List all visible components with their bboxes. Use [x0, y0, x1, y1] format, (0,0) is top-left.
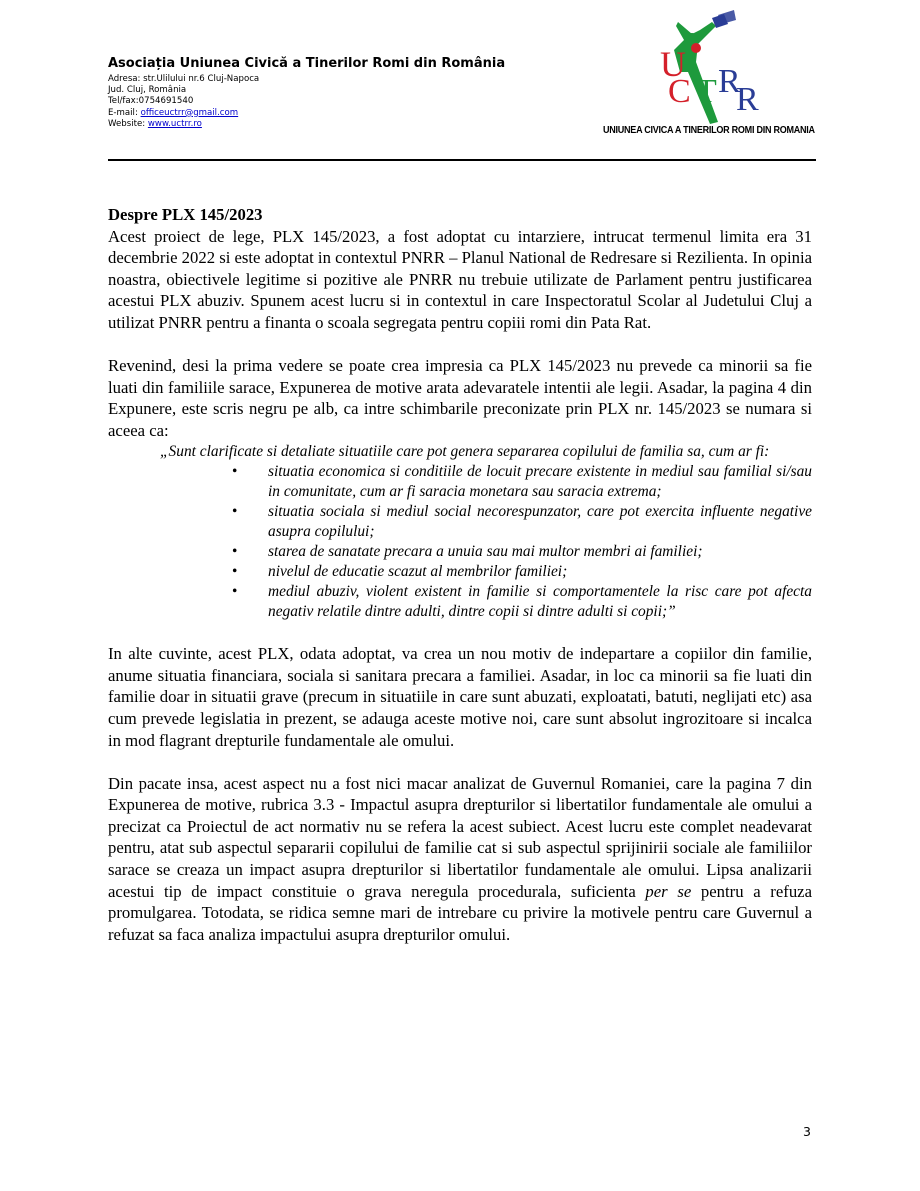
logo-letter-r1: R	[718, 63, 741, 100]
quote-intro: „Sunt clarificate si detaliate situatiile care pot genera separarea copilului de familia sa, cum ar fi:	[160, 442, 770, 460]
logo-letter-r2: R	[736, 81, 759, 118]
phone-line: Tel/fax:0754691540	[108, 96, 194, 107]
website-line	[108, 119, 505, 130]
website-link[interactable]: www.uctrr.ro	[147, 118, 202, 129]
paragraph-4-end: pentru a refuza promulgarea. Totodata, se ridica semne mari de intrebare cu privire la motivele pentru care Guvernul a refuzat sa faca analiza impactului asupra drepturilor omului.	[108, 881, 812, 944]
main-content	[108, 204, 812, 945]
logo-letter-t: T	[696, 73, 717, 110]
logo-letter-u: U	[660, 44, 686, 84]
email-label: E-mail:	[108, 107, 141, 118]
paragraph-1: Acest proiect de lege, PLX 145/2023, a fost adoptat cu intarziere, intrucat termenul limita era 31 decembrie 2022 si este adoptat in contextul PNRR – Planul National de Redresare si Rezilienta. In opinia noastra, obiectivele legitime si pozitive ale PNRR nu trebuie utilizate de Parlament pentru justificarea acestui PLX abuziv. Spunem acest lucru si in contextul in care Inspectoratul Scolar al Judetului Cluj a utilizat PNRR pentru a finanta o scoala segregata pentru copiii romi din Pata Rat.	[108, 226, 812, 332]
logo-caption: UNIUNEA CIVICA A TINERILOR ROMI DIN ROMANIA	[603, 124, 815, 136]
organization-name: Asociația Uniunea Civică a Tinerilor Romi din România	[108, 56, 506, 71]
spacer	[108, 334, 812, 356]
spacer	[108, 622, 812, 644]
section-heading: Despre PLX 145/2023	[108, 205, 263, 224]
list-item: • starea de sanatate precara a unuia sau mai multor membri ai familiei;	[268, 542, 812, 562]
paragraph-2: Revenind, desi la prima vedere se poate crea impresia ca PLX 145/2023 nu prevede ca minorii sa fie luati din familiile sarace, Expunerea de motive arata adevaratele intentii ale legii. Asadar, la pagina 4 din Expunere, este scris negru pe alb, ca intre schimbarile preconizate prin PLX nr. 145/2023 se numara si aceea ca:	[108, 356, 812, 440]
header-divider	[108, 159, 816, 161]
paragraph-4-start: Din pacate insa, acest aspect nu a fost nici macar analizat de Guvernul Romaniei, care la pagina 7 din Expunerea de motive, rubrica 3.3 - Impactul asupra drepturilor si libertatilor fundamentale ale omului a precizat ca Proiectul de act normativ nu se refera la acest subiect. Acest lucru este complet neadevarat pentru, atat sub aspectul separarii copilului de familie cat si sub aspectul sprijinirii sociale ale familiilor sarace se creaza un impact asupra drepturilor si libertatilor fundamentale ale omului. Lipsa analizarii acestui tip de impact constituie o grava neregula procedurala, suficienta	[108, 773, 812, 901]
quote-bullet-list	[108, 462, 812, 622]
page-number: 3	[803, 1124, 811, 1139]
list-item: • situatia economica si conditiile de locuit precare existente in mediul sau familial si/sau in comunitate, cum ar fi saracia monetara sau saracia extrema;	[268, 462, 812, 502]
list-item: • mediul abuziv, violent existent in familie si comportamentele la risc care pot afecta negativ relatile dintre adulti, dintre copii si dintre adulti si copii;”	[268, 582, 812, 622]
latin-phrase: per se	[645, 881, 692, 901]
address-line: Adresa: str.Ulilului nr.6 Cluj-Napoca	[108, 74, 260, 84]
email-link[interactable]: officeuctrr@gmail.com	[140, 107, 239, 118]
list-item: • nivelul de educatie scazut al membrilor familiei;	[268, 562, 812, 582]
spacer	[108, 751, 812, 773]
county-line: Jud. Cluj, România	[108, 85, 187, 96]
logo-letter-c: C	[668, 73, 691, 110]
website-label: Website:	[108, 118, 148, 129]
paragraph-3: In alte cuvinte, acest PLX, odata adoptat, va crea un nou motiv de indepartare a copiilor din familie, anume situatia financiara, sociala si sanitara precara a familiei. Asadar, in loc ca minorii sa fie luati din familie doar in situatii grave (precum in situatiile in care sunt abuzati, exploatati, batuti, neglijati etc) asa cum prevede legislatia in prezent, se adauga aceste motive noi, care sunt absolut ingrozitoare si incalca in mod flagrant drepturile fundamentale ale omului.	[108, 644, 812, 750]
uctrr-logo	[600, 10, 830, 140]
email-line	[108, 108, 505, 119]
list-item: • situatia sociala si mediul social necorespunzator, care pot exercita influente negative asupra copilului;	[268, 502, 812, 542]
paragraph-4	[108, 773, 812, 946]
letterhead	[108, 56, 505, 130]
